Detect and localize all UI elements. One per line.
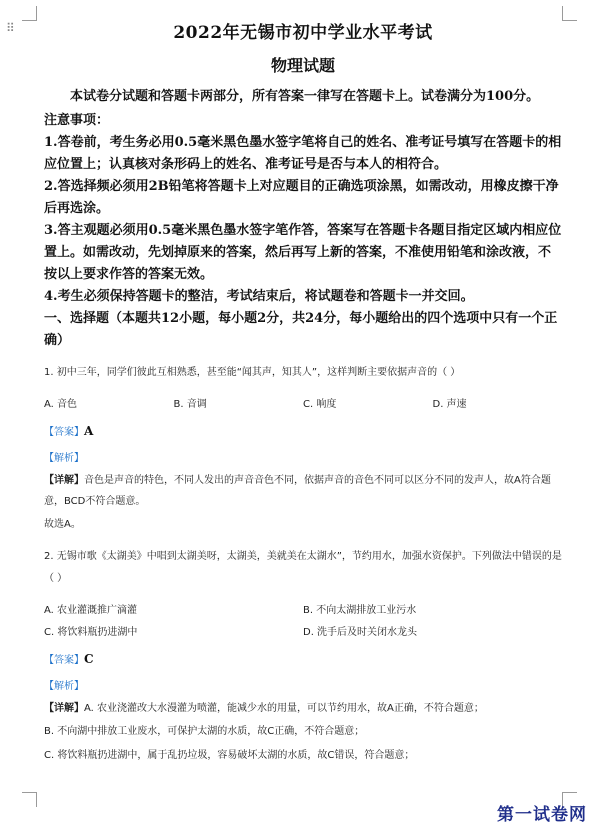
answer-line (44, 420, 562, 444)
question-stem: 2. 无锡市歌《太湖美》中唱到太湖美呀，太湖美，美就美在太湖水”，节约用水，加强水资保护。下列做法中错误的是（ ） (44, 551, 562, 584)
question-options (44, 394, 562, 416)
detail-conclusion: 故选A。 (44, 519, 81, 530)
analysis-label: 【解析】 (44, 681, 84, 692)
detail-label: 【详解】 (44, 703, 84, 714)
notes-heading: 注意事项： (44, 113, 110, 128)
option-b: B. 不向太湖排放工业污水 (303, 605, 417, 616)
detail-text (44, 470, 562, 512)
answer-label: 【答案】 (44, 655, 84, 666)
page-title: 2022年无锡市初中学业水平考试 (173, 23, 433, 43)
analysis-label: 【解析】 (44, 453, 84, 464)
intro-text: 本试卷分试题和答题卡两部分，所有答案一律写在答题卡上。试卷满分为100分。 (70, 89, 540, 104)
drag-handle-icon[interactable]: ⠿ (6, 21, 15, 35)
detail-line: B. 不向湖中排放工业废水，可保护太湖的水质，故C正确，不符合题意； (44, 726, 365, 737)
option-a: A. 音色 (44, 399, 78, 410)
question-2 (44, 546, 562, 767)
option-c: C. 响度 (303, 399, 337, 410)
answer-line (44, 648, 562, 672)
note-item: 3.答主观题必须用0.5毫米黑色墨水签字笔作答，答案写在答题卡各题目指定区域内相应位置上。如需改动，先划掉原来的答案，然后再写上新的答案，不准使用铅笔和涂改液，不按以上要求作答的答案无效。 (44, 223, 562, 282)
option-a: A. 农业灌溉推广滴灌 (44, 605, 138, 616)
page-corner-mark (22, 792, 37, 807)
question-1 (44, 362, 562, 536)
note-item: 4.考生必须保持答题卡的整洁，考试结束后，将试题卷和答题卡一并交回。 (44, 289, 474, 304)
detail-line: C. 将饮料瓶扔进湖中，属于乱扔垃圾，容易破坏太湖的水质，故C错误，符合题意； (44, 750, 415, 761)
page-corner-mark (22, 6, 37, 21)
option-b: B. 音调 (173, 399, 207, 410)
detail-body: A. 农业浇灌改大水漫灌为喷灌，能减少水的用量，可以节约用水，故A正确，不符合题意； (84, 703, 484, 714)
option-d: D. 声速 (432, 399, 467, 410)
watermark-logo: 第一试卷网 (497, 805, 587, 825)
answer-label: 【答案】 (44, 427, 84, 438)
detail-body: 音色是声音的特色，不同人发出的声音音色不同，依据声音的音色不同可以区分不同的发声人，故A符合题意，BCD不符合题意。 (44, 475, 551, 507)
detail-label: 【详解】 (44, 475, 84, 486)
section-heading: 一、选择题（本题共12小题，每小题2分，共24分，每小题给出的四个选项中只有一个正确） (44, 311, 558, 348)
page-corner-mark (562, 6, 577, 21)
answer-value: A (84, 424, 94, 438)
page-subtitle: 物理试题 (270, 56, 335, 75)
answer-value: C (84, 652, 94, 666)
note-item: 2.答选择频必须用2B铅笔将答题卡上对应题目的正确选项涂黑，如需改动，用橡皮擦干净后再选涂。 (44, 179, 559, 216)
document-body (44, 18, 562, 769)
question-stem: 1. 初中三年，同学们彼此互相熟悉，甚至能“闻其声，知其人”，这样判断主要依据声音的（ ） (44, 367, 461, 378)
note-item: 1.答卷前，考生务必用0.5毫米黑色墨水签字笔将自己的姓名、准考证号填写在答题卡的相应位置上；认真核对条形码上的姓名、准考证号是否与本人的相符合。 (44, 135, 562, 172)
option-c: C. 将饮料瓶扔进湖中 (44, 627, 138, 638)
question-options (44, 600, 562, 644)
detail-text (44, 698, 562, 719)
option-d: D. 洗手后及时关闭水龙头 (303, 627, 418, 638)
